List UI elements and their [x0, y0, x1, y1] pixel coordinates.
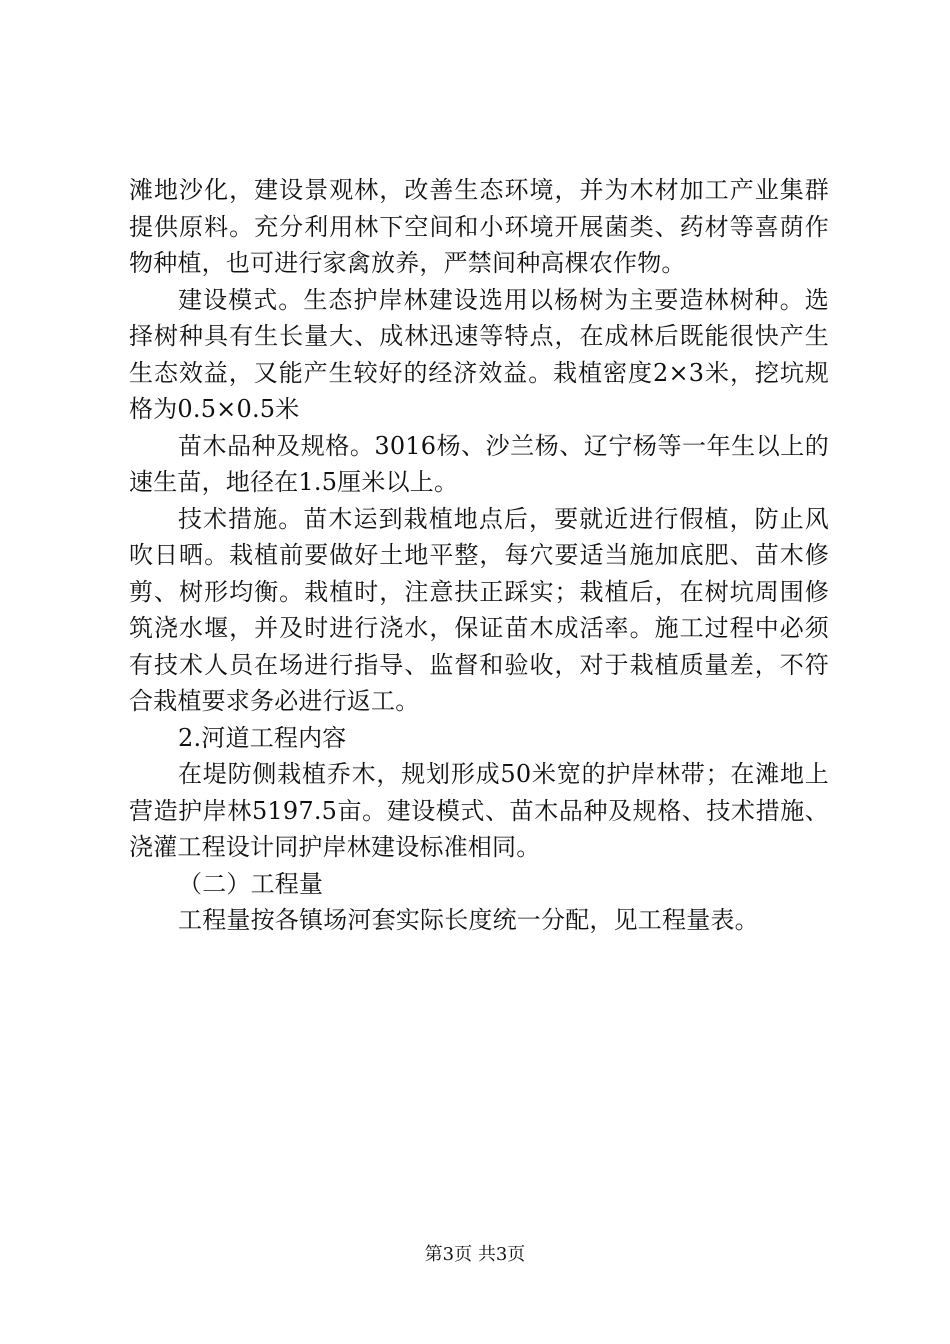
page-number: 第3页 共3页	[424, 1244, 526, 1265]
paragraph-construction-mode: 建设模式。生态护岸林建设选用以杨树为主要造林树种。选择树种具有生长量大、成林迅速等特点，在成林后既能很快产生生态效益，又能产生较好的经济效益。栽植密度2×3米，挖坑规格为0.5×0.5米	[129, 285, 829, 423]
paragraph-technical-measures: 技术措施。苗木运到栽植地点后，要就近进行假植，防止风吹日晒。栽植前要做好土地平整，每穴要适当施加底肥、苗木修剪、树形均衡。栽植时，注意扶正踩实；栽植后，在树坑周围修筑浇水堰，并及时进行浇水，保证苗木成活率。施工过程中必须有技术人员在场进行指导、监督和验收，对于栽植质量差，不符合栽植要求务必进行返工。	[129, 504, 829, 715]
paragraph-quantities: 工程量按各镇场河套实际长度统一分配，见工程量表。	[178, 906, 759, 934]
paragraph-continuation: 滩地沙化，建设景观林，改善生态环境，并为木材加工产业集群提供原料。充分利用林下空间和小环境开展菌类、药材等喜荫作物种植，也可进行家禽放养，严禁间种高棵农作物。	[129, 176, 829, 277]
paragraph-river-works: 在堤防侧栽植乔木，规划形成50米宽的护岸林带；在滩地上营造护岸林5197.5亩。建设模式、苗木品种及规格、技术措施、浇灌工程设计同护岸林建设标准相同。	[129, 760, 829, 861]
section-heading-quantities: （二）工程量	[178, 869, 324, 898]
section-heading-river-works: 2.河道工程内容	[178, 723, 347, 752]
paragraph-seedling-variety: 苗木品种及规格。3016杨、沙兰杨、辽宁杨等一年生以上的速生苗，地径在1.5厘米以上。	[129, 431, 829, 496]
page-footer	[0, 1243, 950, 1267]
document-body	[129, 172, 829, 939]
